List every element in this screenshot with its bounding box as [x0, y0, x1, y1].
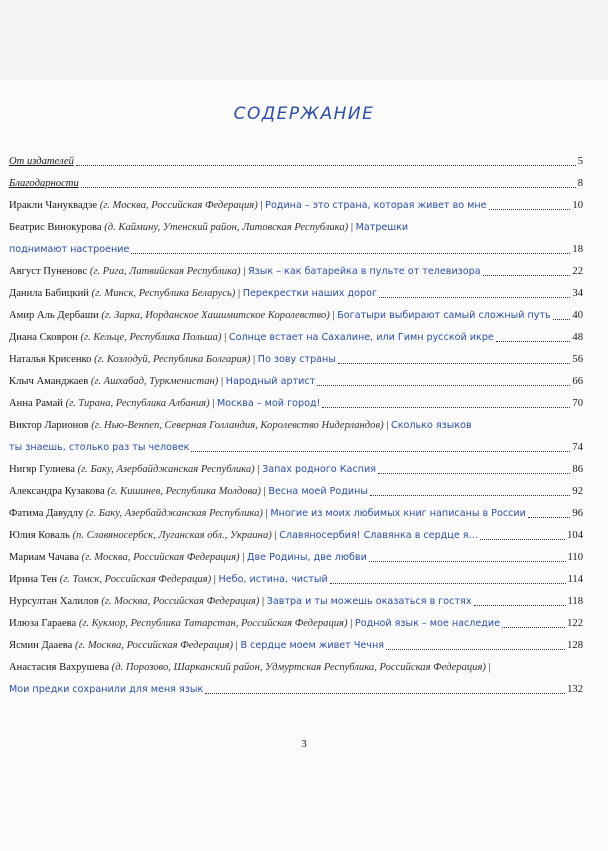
- separator: |: [218, 376, 226, 387]
- work-title: Матрешки: [355, 222, 409, 233]
- separator: |: [254, 464, 263, 475]
- toc-line: [9, 283, 583, 301]
- work-title: Язык – как батарейка в пульте от телевизора: [248, 266, 481, 277]
- author-name: Анастасия Вахрушева: [9, 662, 110, 673]
- dot-leader: [338, 363, 571, 364]
- toc-line-text: [9, 331, 494, 345]
- separator: |: [233, 640, 241, 651]
- page-ref: 104: [567, 530, 583, 541]
- toc-line-text: [9, 309, 551, 323]
- work-title: Народный артист: [225, 376, 316, 387]
- page-ref: 18: [572, 244, 583, 255]
- work-title: Богатыри выбирают самый сложный путь: [337, 310, 551, 321]
- page-ref: 114: [567, 574, 583, 585]
- work-title-continued: Мои предки сохранили для меня язык: [9, 684, 204, 695]
- toc-line-text: [9, 507, 526, 521]
- toc-line: [9, 613, 583, 631]
- page-ref: 128: [567, 640, 583, 651]
- dot-leader: [378, 473, 570, 474]
- author-location: (г. Томск, Российская Федерация): [57, 574, 212, 585]
- author-location: (г. Кишинев, Республика Молдова): [104, 486, 261, 497]
- work-title: Родина – это страна, которая живет во мне: [265, 200, 487, 211]
- page-number: 3: [301, 738, 307, 750]
- page-ref: 118: [567, 596, 583, 607]
- separator: |: [262, 508, 271, 519]
- toc-line: [9, 371, 583, 389]
- author-name: Наталья Крисенко: [9, 354, 92, 365]
- separator: |: [239, 552, 247, 563]
- front-matter-label: Благодарности: [9, 178, 79, 189]
- author-location: (г. Зарка, Иорданское Хашимитское Королевство): [98, 310, 330, 321]
- separator: |: [211, 574, 219, 585]
- toc-line: [9, 657, 583, 675]
- work-title-continued: поднимают настроение: [9, 244, 130, 255]
- author-location: (г. Москва, Российская Федерация): [98, 596, 260, 607]
- toc-line-text: [9, 529, 478, 543]
- author-name: Юлия Коваль: [9, 530, 70, 541]
- dot-leader: [322, 407, 570, 408]
- toc-line: [9, 151, 583, 169]
- toc-line: [9, 327, 583, 345]
- dot-leader: [76, 165, 576, 166]
- toc-line-text: [9, 199, 487, 213]
- separator: |: [259, 596, 267, 607]
- toc-line-text: [9, 441, 189, 455]
- toc-line: [9, 393, 583, 411]
- toc-line-text: [9, 419, 472, 433]
- toc-line: [9, 239, 583, 257]
- toc-line: [9, 459, 583, 477]
- toc-line: [9, 591, 583, 609]
- author-name: Август Пуненовс: [9, 266, 88, 277]
- toc-line-text: [9, 595, 472, 609]
- page-ref: 110: [567, 552, 583, 563]
- toc-line-text: [9, 573, 328, 587]
- author-name: Ясмин Даaева: [9, 640, 73, 651]
- page-ref: 48: [572, 332, 583, 343]
- separator: |: [347, 618, 355, 629]
- work-title: Весна моей Родины: [268, 486, 368, 497]
- toc-line-text: [9, 177, 79, 191]
- author-name: Амир Аль Дербаши: [9, 310, 99, 321]
- author-name: Нигяр Гулиева: [9, 464, 75, 475]
- toc-line: [9, 415, 583, 433]
- page-ref: 56: [572, 354, 583, 365]
- author-location: (г. Ашхабад, Туркменистан): [88, 376, 219, 387]
- dot-leader: [369, 561, 566, 562]
- dot-leader: [81, 187, 576, 188]
- work-title: Многие из моих любимых книг написаны в России: [270, 508, 526, 519]
- front-matter-label: От издателей: [9, 156, 74, 167]
- author-location: (г. Кукмор, Республика Татарстан, Российская Федерация): [76, 618, 348, 629]
- separator: |: [250, 354, 258, 365]
- author-location: (д. Каймину, Утенский район, Литовская Республика): [101, 222, 349, 233]
- dot-leader: [528, 517, 571, 518]
- author-name: Данила Бабицкий: [9, 288, 89, 299]
- toc-line-text: [9, 617, 500, 631]
- author-location: (г. Козлодуй, Республика Болгария): [91, 354, 251, 365]
- author-name: Александра Кузакова: [9, 486, 105, 497]
- work-title: По зову страны: [257, 354, 336, 365]
- page-ref: 86: [572, 464, 583, 475]
- toc-line: [9, 635, 583, 653]
- author-name: Нурсултан Халилов: [9, 596, 99, 607]
- dot-leader: [386, 649, 565, 650]
- toc-line-text: [9, 243, 129, 257]
- separator: |: [260, 486, 269, 497]
- separator: |: [209, 398, 218, 409]
- work-title: Небо, истина, чистый: [218, 574, 328, 585]
- work-title: Сколько языков: [391, 420, 472, 431]
- toc-line-text: [9, 397, 320, 411]
- page-ref: 8: [577, 178, 583, 189]
- toc-line: [9, 547, 583, 565]
- separator: |: [235, 288, 243, 299]
- toc-line: [9, 437, 583, 455]
- page-ref: 5: [577, 156, 583, 167]
- separator: |: [240, 266, 249, 277]
- work-title: Славяносербия! Славянка в сердце я…: [279, 530, 479, 541]
- separator: |: [348, 222, 356, 233]
- toc-line: [9, 217, 583, 235]
- separator: |: [383, 420, 392, 431]
- dot-leader: [330, 583, 566, 584]
- author-location: (г. Тирана, Республика Албания): [62, 398, 210, 409]
- separator: |: [257, 200, 266, 211]
- work-title-continued: ты знаешь, столько раз ты человек: [9, 442, 190, 453]
- page-ref: 66: [572, 376, 583, 387]
- toc-line: [9, 349, 583, 367]
- author-name: Фатима Давудлу: [9, 508, 84, 519]
- toc-line: [9, 305, 583, 323]
- toc-line-text: [9, 683, 203, 697]
- toc-line-text: [9, 155, 74, 169]
- work-title: Завтра и ты можешь оказаться в гостях: [266, 596, 472, 607]
- toc-line: [9, 195, 583, 213]
- dot-leader: [483, 275, 571, 276]
- author-name: Мариам Чачава: [9, 552, 79, 563]
- dot-leader: [480, 539, 565, 540]
- toc-line: [9, 503, 583, 521]
- dot-leader: [379, 297, 570, 298]
- author-name: Виктор Ларионов: [9, 420, 89, 431]
- page-ref: 40: [572, 310, 583, 321]
- page-ref: 96: [572, 508, 583, 519]
- dot-leader: [131, 253, 570, 254]
- author-location: (д. Порозово, Шарканский район, Удмуртская Республика, Российская Федерация): [109, 662, 486, 673]
- toc-line-text: [9, 265, 481, 279]
- toc-line: [9, 173, 583, 191]
- work-title: Родной язык – мое наследие: [354, 618, 501, 629]
- author-name: Иракли Чануквадзе: [9, 200, 98, 211]
- toc-line: [9, 679, 583, 697]
- toc-line-text: [9, 463, 376, 477]
- page-ref: 92: [572, 486, 583, 497]
- page-ref: 34: [572, 288, 583, 299]
- author-name: Ирина Тен: [9, 574, 58, 585]
- work-title: Солнце встает на Сахалине, или Гимн русской икре: [228, 332, 494, 343]
- page-ref: 10: [572, 200, 583, 211]
- author-location: (г. Кельце, Республика Польша): [77, 332, 222, 343]
- author-location: (г. Нью-Венneп, Северная Голландия, Королевство Нидерландов): [88, 420, 384, 431]
- page-ref: 132: [567, 684, 583, 695]
- dot-leader: [205, 693, 565, 694]
- author-location: (г. Рига, Латвийская Республика): [87, 266, 241, 277]
- dot-leader: [489, 209, 571, 210]
- dot-leader: [317, 385, 570, 386]
- author-location: (г. Москва, Российская Федерация): [72, 640, 234, 651]
- dot-leader: [474, 605, 566, 606]
- toc-line: [9, 481, 583, 499]
- toc-line-text: [9, 639, 384, 653]
- page-ref: 22: [572, 266, 583, 277]
- toc-line-text: [9, 661, 491, 675]
- dot-leader: [553, 319, 571, 320]
- work-title: В сердце моем живет Чечня: [240, 640, 385, 651]
- separator: |: [329, 310, 338, 321]
- dot-leader: [496, 341, 571, 342]
- author-location: (г. Москва, Российская Федерация): [78, 552, 240, 563]
- work-title: Москва – мой город!: [217, 398, 321, 409]
- toc-line-text: [9, 375, 315, 389]
- author-name: Анна Рамай: [9, 398, 63, 409]
- work-title: Запах родного Каспия: [262, 464, 376, 475]
- author-name: Беатрис Винокурова: [9, 222, 102, 233]
- toc-line: [9, 261, 583, 279]
- author-location: (г. Москва, Российская Федерация): [97, 200, 258, 211]
- dot-leader: [191, 451, 570, 452]
- page-ref: 122: [567, 618, 583, 629]
- author-location: (п. Славяносербск, Луганская обл., Украина): [69, 530, 272, 541]
- author-name: Диана Сковрон: [9, 332, 78, 343]
- separator: |: [221, 332, 229, 343]
- toc-line-text: [9, 353, 336, 367]
- toc-line-text: [9, 287, 377, 301]
- separator: |: [271, 530, 280, 541]
- page-ref: 70: [572, 398, 583, 409]
- author-location: (г. Минск, Республика Беларусь): [88, 288, 236, 299]
- dot-leader: [370, 495, 570, 496]
- separator: |: [485, 662, 491, 673]
- author-location: (г. Баку, Азербайджанская Республика): [75, 464, 255, 475]
- dot-leader: [502, 627, 565, 628]
- toc-line-text: [9, 221, 408, 235]
- toc-line-text: [9, 485, 368, 499]
- page-title: СОДЕРЖАНИЕ: [233, 104, 375, 124]
- page-ref: 74: [572, 442, 583, 453]
- toc-line-text: [9, 551, 367, 565]
- toc-line: [9, 525, 583, 543]
- work-title: Две Родины, две любви: [246, 552, 367, 563]
- author-location: (г. Баку, Азербайджанская Республика): [83, 508, 263, 519]
- author-name: Клыч Аманджаев: [9, 376, 89, 387]
- toc-line: [9, 569, 583, 587]
- author-name: Илюза Гараева: [9, 618, 77, 629]
- work-title: Перекрестки наших дорог: [242, 288, 377, 299]
